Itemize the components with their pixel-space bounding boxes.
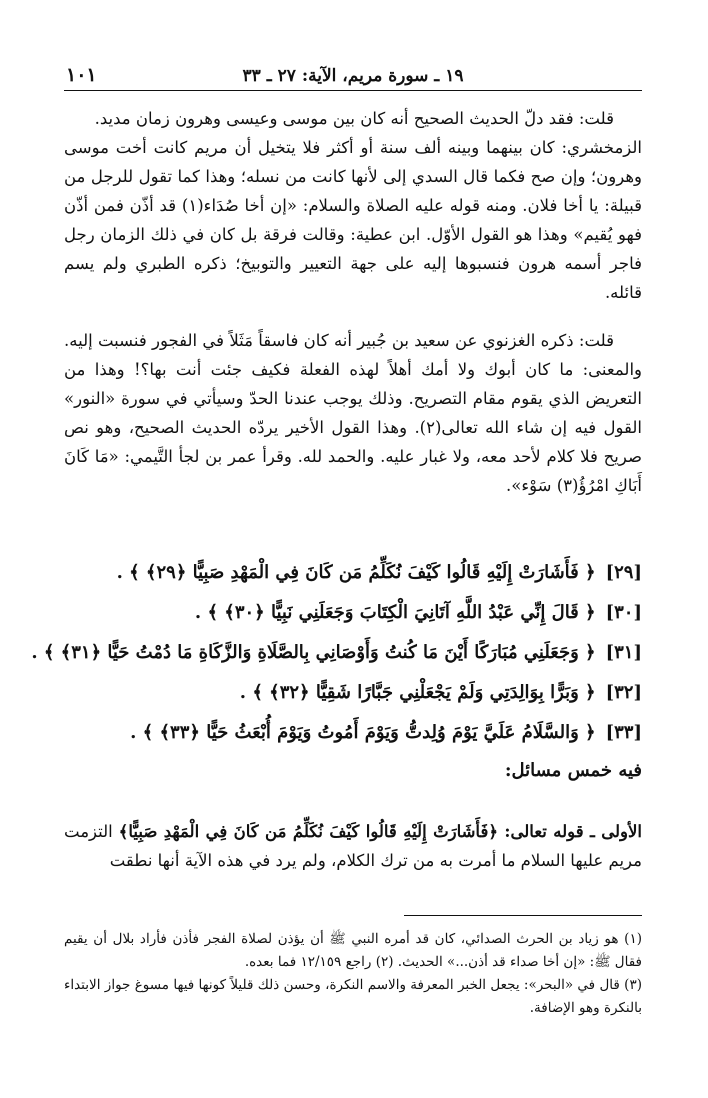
header-divider bbox=[64, 90, 642, 91]
verse-number: [٣٠] bbox=[605, 602, 642, 623]
paragraph-3-body: التزمت مريم عليها السلام ما أمرت به من ترك الكلام، ولم يرد في هذه الآية أنها نطقت bbox=[64, 822, 642, 870]
verse-33 bbox=[64, 713, 642, 753]
verse-number: [٣١] bbox=[605, 642, 642, 663]
verse-31 bbox=[31, 633, 642, 673]
issue-one-label: الأولى ـ قوله تعالى: bbox=[498, 822, 642, 841]
section-heading: فيه خمس مسائل: bbox=[504, 760, 642, 781]
verse-text: ﴿ فَأَشَارَتْ إِلَيْهِ قَالُوا كَيْفَ نُكَلِّمُ مَن كَانَ فِي الْمَهْدِ صَبِيًّا ﴿٢٩﴾ ﴾ . bbox=[116, 562, 596, 583]
verse-number: [٢٩] bbox=[605, 562, 642, 583]
page-header bbox=[64, 58, 642, 88]
paragraph-2: قلت: ذكره الغزنوي عن سعيد بن جُبير أنه كان فاسقاً مَثَلاً في الفجور فنسبت إليه. والمعنى: ما كان أبوك ولا أمك أهلاً لهذه الفعلة فكيف جئت أنت بها؟! وهذا من التعريض الذي يقوم مقام التصريح. وذلك يوجب عندنا الحدّ وسيأتي في سورة «النور» القول فيه إن شاء الله تعالى(٢). وهذا القول الأخير يردّه الحديث الصحيح، وهو نص صريح فلا كلام لأحد معه، ولا غبار عليه. والحمد لله. وقرأ عمر بن لجأ التَّيمي: «مَا كَانَ أَبَاكِ امْرُؤُ(٣) سَوْء». bbox=[64, 331, 642, 495]
footnote-divider bbox=[404, 915, 642, 916]
page-number: ١٠١ bbox=[66, 64, 97, 86]
verses-list bbox=[31, 553, 642, 753]
verse-number: [٣٣] bbox=[605, 722, 642, 743]
verse-32 bbox=[64, 673, 642, 713]
footnote-3: (٣) قال في «البحر»: يجعل الخبر المعرفة والاسم النكرة، وحسن ذلك قليلاً كونها فيها مسوغ جواز الابتداء بالنكرة وهو الإضافة. bbox=[64, 977, 642, 1016]
paragraph-1-first-line: قلت: فقد دلّ الحديث الصحيح أنه كان بين موسى وعيسى وهرون زمان مديد. bbox=[94, 109, 614, 128]
quoted-verse: ﴿فَأَشَارَتْ إِلَيْهِ قَالُوا كَيْفَ نُكَلِّمُ مَن كَانَ فِي الْمَهْدِ صَبِيًّا﴾ bbox=[118, 822, 499, 841]
verse-text: ﴿ قَالَ إِنِّي عَبْدُ اللَّهِ آتَانِيَ الْكِتَابَ وَجَعَلَنِي نَبِيًّا ﴿٣٠﴾ ﴾ . bbox=[194, 602, 596, 623]
verse-30 bbox=[64, 593, 642, 633]
running-title: ١٩ ـ سورة مريم، الآية: ٢٧ ـ ٣٣ bbox=[242, 66, 464, 86]
paragraph-1 bbox=[64, 104, 642, 307]
verse-29 bbox=[64, 553, 642, 593]
verse-text: ﴿ وَالسَّلَامُ عَلَيَّ يَوْمَ وُلِدتُّ وَيَوْمَ أَمُوتُ وَيَوْمَ أُبْعَثُ حَيًّا ﴿٣٣﴾ ﴾ . bbox=[130, 722, 596, 743]
verse-text: ﴿ وَبَرًّا بِوَالِدَتِي وَلَمْ يَجْعَلْنِي جَبَّارًا شَقِيًّا ﴿٣٢﴾ ﴾ . bbox=[239, 682, 596, 703]
verse-text: ﴿ وَجَعَلَنِي مُبَارَكًا أَيْنَ مَا كُنتُ وَأَوْصَانِي بِالصَّلَاةِ وَالزَّكَاةِ مَا دُمْتُ حَيًّا ﴿٣١﴾ ﴾ . bbox=[31, 642, 596, 663]
paragraph-3 bbox=[64, 817, 642, 875]
footnotes bbox=[64, 928, 642, 1020]
paragraph-1-body: الزمخشري: كان بينهما وبينه ألف سنة أو أكثر فلا يتخيل أن مريم كانت أخت موسى وهرون؛ وإن صح فكما قال السدي إلى لأنها كانت من نسله؛ وهذا كما تقول للرجل من قبيلة: يا أخا فلان. ومنه قوله عليه الصلاة والسلام: «إن أخا صُدَاء(١) قد أذّن فمن أذّن فهو يُقيم» وهذا هو القول الأوّل. ابن عطية: وقالت فرقة بل كان في ذلك الزمان رجل فاجر أسمه هرون فنسبوها إليه على جهة التعيير والتوبيخ؛ ذكره الطبري ولم يسم قائله. bbox=[64, 138, 642, 302]
footnote-1-2: (١) هو زياد بن الحرث الصدائي، كان قد أمره النبي ﷺ أن يؤذن لصلاة الفجر فأذن فأراد بلال أن يقيم فقال ﷺ: «إن أخا صداء قد أذن...» الحديث. (٢) راجع ١٢/١٥٩ فما بعده. bbox=[64, 931, 642, 970]
verse-number: [٣٢] bbox=[605, 682, 642, 703]
